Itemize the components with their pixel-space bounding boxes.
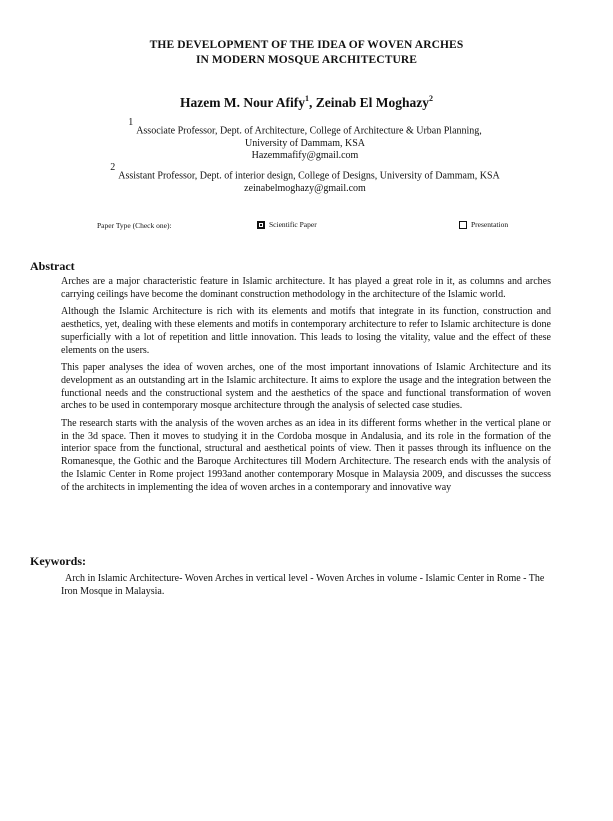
abstract-body: [61, 276, 551, 499]
abstract-heading: Abstract: [30, 259, 75, 273]
abstract-paragraph-2: Although the Islamic Architecture is rich with its elements and motifs that integrate in its function, construction and aesthetics, yet, dealing with these elements and motifs in contemporary architecture to refer to Islamic architecture is done superficially with a lot of repetition and little innovation. This leads to losing the vitality, value and the effect of these elements on the users.: [61, 306, 551, 356]
affiliation-2-number: 2: [110, 162, 116, 173]
option-presentation-label: Presentation: [471, 220, 509, 229]
keywords-heading: Keywords:: [30, 554, 86, 568]
title-line-1: THE DEVELOPMENT OF THE IDEA OF WOVEN ARCHES: [149, 39, 464, 51]
keywords-text: Arch in Islamic Architecture- Woven Arches in vertical level - Woven Arches in volume - Islamic Center in Rome - The Iron Mosque in Malaysia.: [61, 573, 545, 597]
author-1-affil-mark: 1: [304, 94, 309, 103]
affiliation-1-number: 1: [128, 117, 134, 128]
affiliation-2: [60, 162, 550, 195]
paper-title: [0, 38, 613, 68]
affiliation-1-university: University of Dammam, KSA: [245, 137, 365, 149]
affiliation-1: [60, 117, 550, 163]
title-line-2: IN MODERN MOSQUE ARCHITECTURE: [195, 54, 418, 66]
checkbox-checked-icon[interactable]: [257, 221, 265, 229]
affiliation-1-dept: Associate Professor, Dept. of Architecture, College of Architecture & Urban Planning,: [136, 125, 482, 137]
author-1: Hazem M. Nour Afify: [180, 95, 305, 110]
abstract-paragraph-4: The research starts with the analysis of the woven arches as an idea in its different forms whether in the vertical plane or in the 3d space. Then it moves to studying it in the Cordoba mosque in Andalusia, and its role in the formation of the interior space from the functional, structural and aesthetical points of view. Then it passes through its influence on the Romanesque, the Gothic and the Baroque Architectures till Modern Architecture. The research ends with the analysis of the Islamic Center in Rome project 1993and another contemporary Mosque in Malaysia 2009, and discusses the success of the architects in implementing the idea of woven arches in a contemporary and innovative way: [61, 418, 551, 493]
affiliation-2-dept: Assistant Professor, Dept. of interior design, College of Designs, University of Dammam, KSA: [118, 170, 500, 182]
author-line: [0, 90, 613, 112]
affiliation-1-email: Hazemmafify@gmail.com: [251, 150, 359, 162]
affiliation-2-email: zeinabelmoghazy@gmail.com: [244, 182, 366, 194]
paper-type-row: [0, 219, 613, 233]
paper-type-label: Paper Type (Check one):: [97, 221, 172, 230]
option-presentation[interactable]: [459, 220, 508, 229]
option-scientific-paper-label: Scientific Paper: [269, 220, 317, 229]
author-2: Zeinab El Moghazy: [315, 95, 429, 110]
author-2-affil-mark: 2: [429, 94, 433, 103]
abstract-paragraph-1: Arches are a major characteristic feature in Islamic architecture. It has played a great role in it, as columns and arches carrying ceilings have become the dominant construction methodology in the architecture of the Islamic world.: [61, 276, 551, 300]
option-scientific-paper[interactable]: [257, 220, 317, 229]
abstract-paragraph-3: This paper analyses the idea of woven arches, one of the most important innovations of Islamic Architecture and its development as an outstanding art in the Islamic architecture. It aims to explore the usage and the integration between the functional needs and the constructional system and the aesthetics of the space and functional transformation of woven arches to be used in contemporary mosque architecture through the analysis of selected case studies.: [61, 362, 551, 412]
author-separator: ,: [308, 95, 316, 110]
checkbox-unchecked-icon[interactable]: [459, 221, 467, 229]
